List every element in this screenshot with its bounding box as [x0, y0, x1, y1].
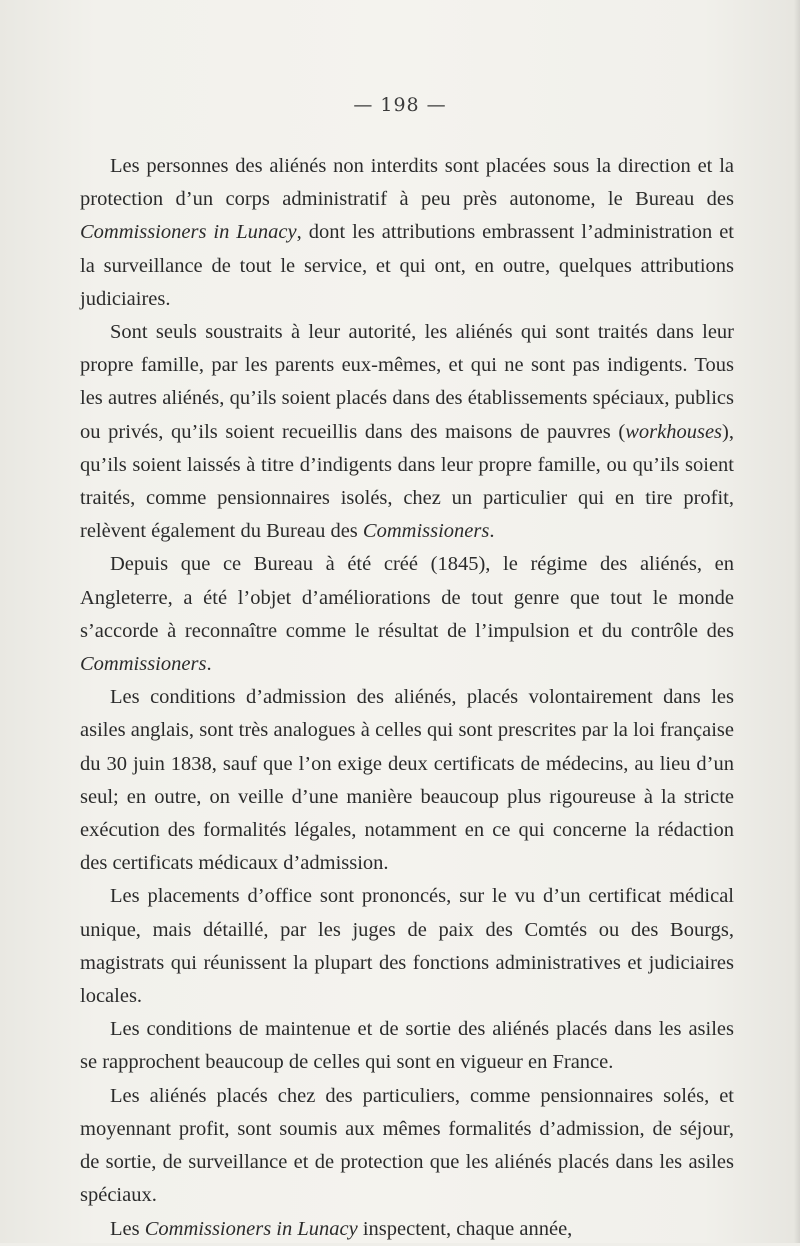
paragraph-2 [80, 316, 734, 548]
page-number: — 198 — [353, 94, 447, 116]
paragraph-4 [80, 681, 734, 880]
italic-term: Commissioners in Lunacy [80, 221, 297, 244]
text-segment: inspectent, chaque année, [357, 1217, 573, 1240]
text-segment: . [206, 653, 212, 676]
paragraph-5 [80, 880, 734, 1013]
italic-term: Commissioners in Lunacy [144, 1217, 358, 1240]
paragraph-1 [80, 150, 734, 316]
page-edge-shadow [794, 0, 800, 1243]
text-segment: Les placements d’office sont prononcés, sur le vu d’un certificat médical unique, mais détaillé, par les juges de paix des Comtés ou des Bourgs, magistrats qui réunissent la plupart des fonctions administratives et judiciaires locales. [80, 885, 734, 1008]
paragraph-7 [80, 1080, 734, 1213]
text-segment: ), qu’ils soient laissés à titre d’indigents dans leur propre famille, ou qu’ils soient traités, comme pensionnaires isolés, chez un particulier qui en tire profit, relèvent également du Bureau des [80, 420, 734, 543]
text-segment: , dont les attributions embrassent l’administration et la surveillance de tout le service, et qui ont, en outre, quelques attributions judiciaires. [80, 221, 734, 310]
paragraph-8 [80, 1213, 734, 1246]
text-segment: Depuis que ce Bureau à été créé (1845), le régime des aliénés, en Angleterre, a été l’objet d’améliorations de tout genre que tout le monde s’accorde à reconnaître comme le résultat de l’impulsion et du contrôle des [80, 553, 734, 642]
italic-term: Commissioners [362, 520, 490, 543]
text-segment: Les personnes des aliénés non interdits sont placées sous la direction et la protection d’un corps administratif à peu près autonome, le Bureau des [80, 155, 734, 211]
text-segment: Sont seuls soustraits à leur autorité, les aliénés qui sont traités dans leur propre famille, par les parents eux-mêmes, et qui ne sont pas indigents. Tous les autres aliénés, qu’ils soient placés dans des établissements spéciaux, publics ou privés, qu’ils soient recueillis dans des maisons de pauvres ( [80, 321, 734, 443]
body-text [80, 150, 734, 1246]
text-segment: Les aliénés placés chez des particuliers, comme pensionnaires solés, et moyennant profit, sont soumis aux mêmes formalités d’admission, de séjour, de sortie, de surveillance et de protection que les aliénés placés dans les asiles spéciaux. [80, 1084, 734, 1207]
text-segment: . [489, 520, 495, 543]
text-segment: Les conditions d’admission des aliénés, placés volontairement dans les asiles anglais, sont très analogues à celles qui sont prescrites par la loi française du 30 juin 1838, sauf que l’on exige deux certificats de médecins, au lieu d’un seul; en outre, on veille d’une manière beaucoup plus rigoureuse à la stricte exécution des formalités légales, notamment en ce qui concerne la rédaction des certificats médicaux d’admission. [80, 686, 734, 875]
italic-term: Commissioners [80, 653, 207, 676]
paragraph-6 [80, 1013, 734, 1079]
paragraph-3 [80, 548, 734, 681]
text-segment: Les conditions de maintenue et de sortie des aliénés placés dans les asiles se rapprochent beaucoup de celles qui sont en vigueur en France. [80, 1018, 734, 1074]
italic-term: workhouses [625, 420, 723, 443]
text-segment: Les [110, 1217, 145, 1240]
